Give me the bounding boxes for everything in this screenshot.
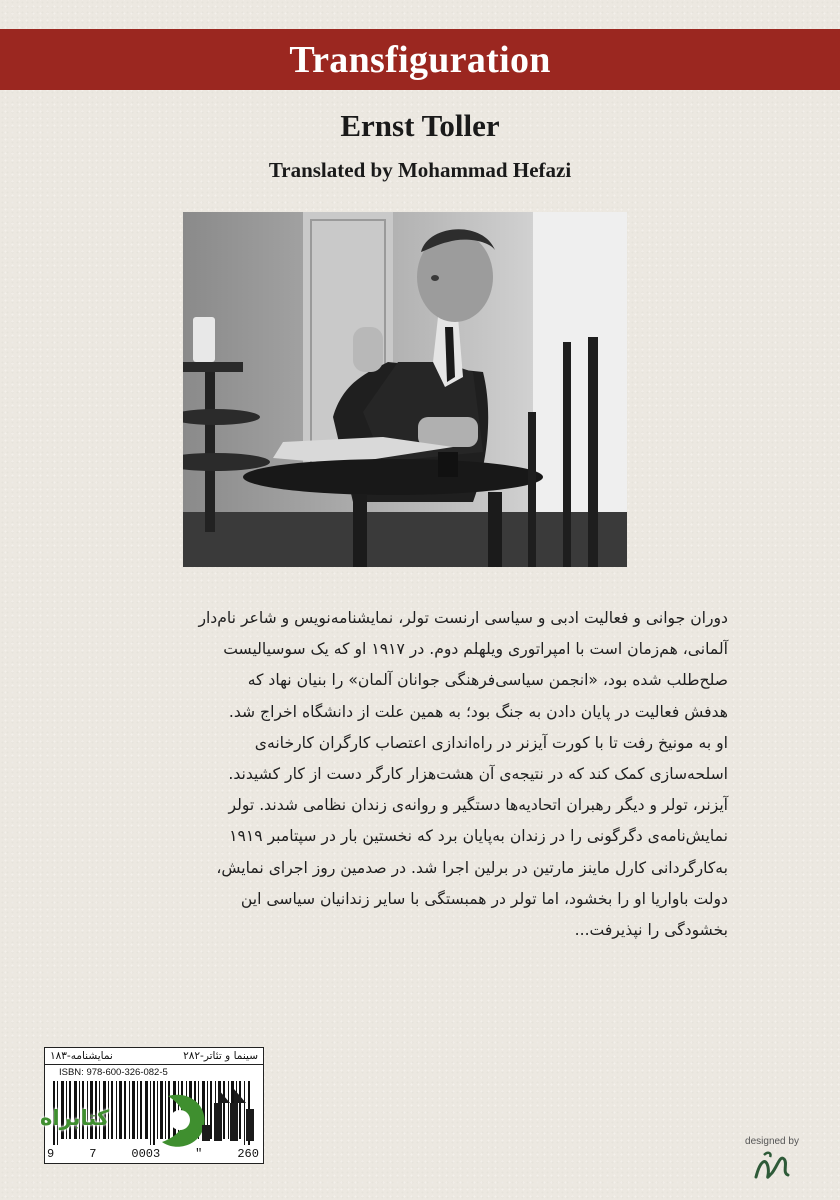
book-title: Transfiguration	[289, 38, 551, 81]
author-name: Ernst Toller	[340, 108, 500, 143]
synopsis-line: آلمانی، هم‌زمان است با امپراتوری ویلهلم دوم. در ۱۹۱۷ او که یک سوسیالیست	[223, 640, 728, 659]
designer-signature-icon	[742, 1147, 802, 1185]
synopsis-line: آیزنر، تولر و دیگر رهبران اتحادیه‌ها دستگیر و روانه‌ی زندان نظامی شدند. تولر	[228, 796, 728, 815]
translator-credit: Translated by Mohammad Hefazi	[268, 158, 572, 182]
synopsis-line: دولت باواریا او را بخشود، اما تولر در همبستگی با سایر زندانیان سیاسی این	[240, 889, 728, 908]
series-right: سینما و تئاتر-۲۸۲	[183, 1050, 258, 1062]
watermark-text: کتابراه	[40, 1106, 110, 1130]
synopsis-line: به‌کارگردانی کارل ماینز مارتین در برلین اجرا شد. در صدمین روز اجرای نمایش،	[216, 858, 728, 877]
series-left: نمایشنامه-۱۸۳	[50, 1050, 113, 1062]
barcode-digit: 7	[89, 1147, 97, 1161]
designer-credit	[742, 1136, 802, 1189]
synopsis-line: بخشودگی را نپذیرفت...	[574, 921, 728, 940]
synopsis-line: او به مونیخ رفت تا با کورت آیزنر در راه‌اندازی اعتصاب کارگران کارخانه‌ی	[254, 733, 728, 752]
watermark-logo	[40, 1088, 210, 1154]
synopsis-line: دوران جوانی و فعالیت ادبی و سیاسی ارنست تولر، نمایشنامه‌نویس و شاعر نام‌دار	[198, 609, 728, 627]
designer-label: designed by	[745, 1136, 799, 1147]
isbn-number: ISBN: 978-600-326-082-5	[59, 1067, 168, 1078]
synopsis-line: اسلحه‌سازی کمک کند که در نتیجه‌ی آن هشت‌هزار کارگر دست از کار کشیدند.	[228, 765, 728, 784]
barcode-digit: 0003	[131, 1147, 161, 1161]
synopsis-line: نمایش‌نامه‌ی دگرگونی را در زندان به‌پایان برد که نخستین بار در سپتامبر ۱۹۱۹	[229, 827, 728, 846]
synopsis-line: صلح‌طلب شده بود، «انجمن سیاسی‌فرهنگی جوانان آلمان» را بنیان نهاد که	[247, 671, 728, 690]
series-row	[45, 1048, 263, 1065]
synopsis-line: هدفش فعالیت در پایان دادن به جنگ بود؛ به همین علت از دانشگاه اخراج شد.	[228, 702, 728, 721]
publisher-logo	[200, 1085, 260, 1149]
barcode-digit: 260	[237, 1147, 259, 1161]
title-banner	[0, 29, 840, 90]
synopsis-text	[112, 603, 728, 946]
barcode-digit: "	[195, 1147, 203, 1161]
barcode-digit: 9	[47, 1147, 55, 1161]
author-photo	[183, 212, 627, 567]
